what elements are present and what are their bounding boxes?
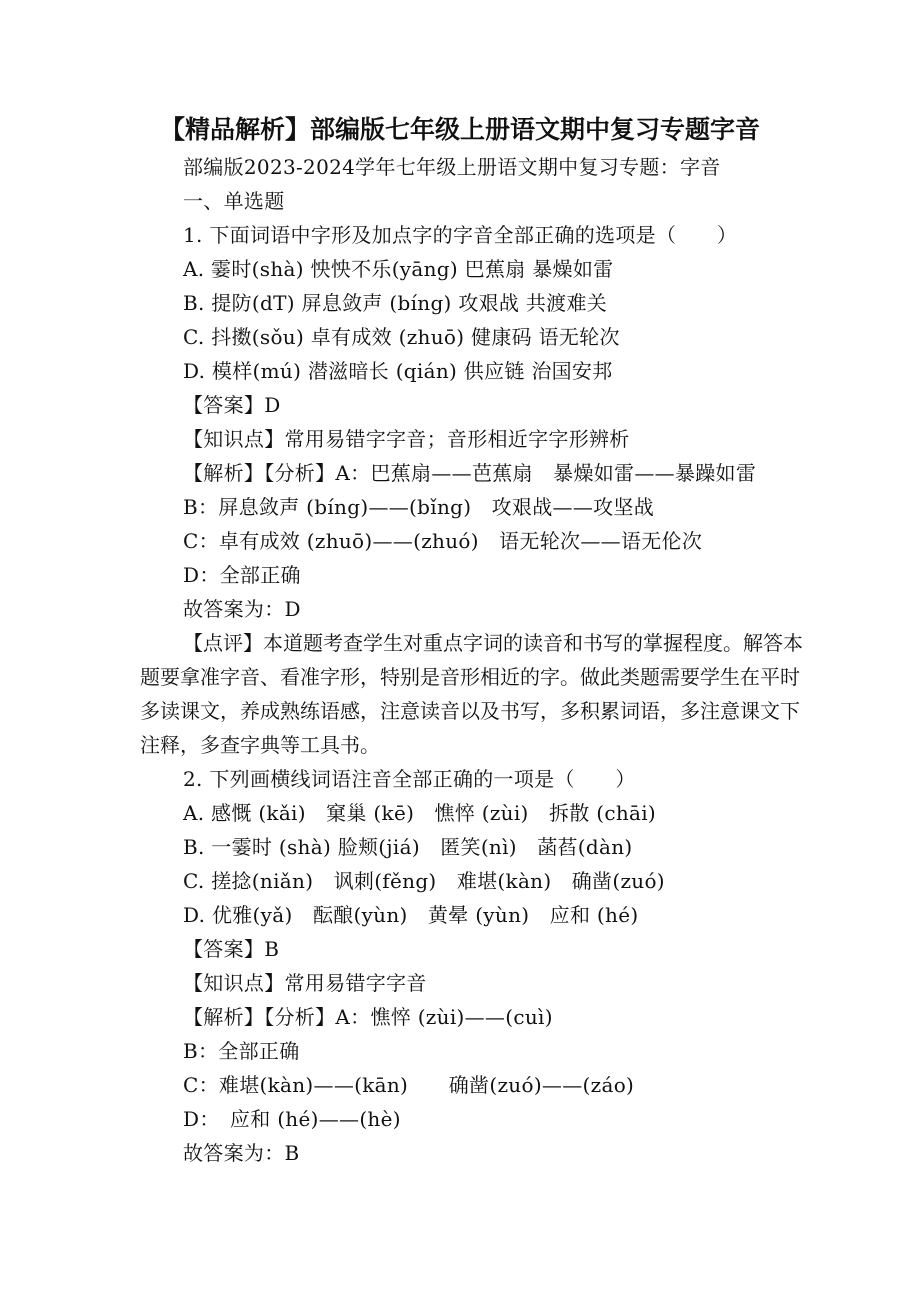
question-1-analysis-d: D：全部正确 xyxy=(183,563,301,587)
question-2-analysis-d: D： 应和 (hé)——(hè) xyxy=(183,1107,401,1131)
question-2-option-a: A. 感慨 (kǎi) 窠巢 (kē) 憔悴 (zùi) 拆散 (chāi) xyxy=(183,801,657,825)
question-2-knowledge: 【知识点】常用易错字字音 xyxy=(183,971,427,995)
question-1-answer: 【答案】D xyxy=(183,393,281,417)
document-title: 【精品解析】部编版七年级上册语文期中复习专题字音 xyxy=(159,115,760,144)
question-1-knowledge: 【知识点】常用易错字字音；音形相近字字形辨析 xyxy=(183,427,630,451)
question-1-comment-text: 【点评】本道题考查学生对重点字词的读音和书写的掌握程度。解答本题要拿准字音、看准字形，特别是音形相近的字。做此类题需要学生在平时多读课文，养成熟练语感，注意读音以及书写，多积累词语，多注意课文下注释，多查字典等工具书。 xyxy=(140,631,803,757)
question-2-option-c: C. 搓捻(niǎn) 讽刺(fěng) 难堪(kàn) 确凿(zuó) xyxy=(183,869,665,893)
section-heading: 一、单选题 xyxy=(183,189,285,213)
question-1-option-d: D. 模样(mú) 潜滋暗长 (qián) 供应链 治国安邦 xyxy=(183,359,613,383)
question-1-analysis-c: C：卓有成效 (zhuō)——(zhuó) 语无轮次——语无伦次 xyxy=(183,529,703,553)
question-2-option-d: D. 优雅(yǎ) 酝酿(yùn) 黄晕 (yùn) 应和 (hé) xyxy=(183,903,639,927)
question-2-analysis-a: 【解析】【分析】A：憔悴 (zùi)——(cuì) xyxy=(183,1005,553,1029)
document-subtitle: 部编版2023-2024学年七年级上册语文期中复习专题：字音 xyxy=(183,155,721,179)
question-2-analysis-b: B：全部正确 xyxy=(183,1039,300,1063)
question-1-analysis-b: B：屏息敛声 (bíng)——(bǐng) 攻艰战——攻坚战 xyxy=(183,495,655,519)
question-2-answer: 【答案】B xyxy=(183,937,280,961)
question-1-option-c: C. 抖擞(sǒu) 卓有成效 (zhuō) 健康码 语无轮次 xyxy=(183,325,620,349)
question-2-option-b: B. 一霎时 (shà) 脸颊(jiá) 匿笑(nì) 菡萏(dàn) xyxy=(183,835,633,859)
question-1-option-a: A. 霎时(shà) 怏怏不乐(yāng) 巴蕉扇 暴燥如雷 xyxy=(183,257,614,281)
question-2-stem: 2. 下列画横线词语注音全部正确的一项是（ ） xyxy=(183,767,636,791)
question-2-final-answer: 故答案为：B xyxy=(183,1141,300,1165)
question-2-analysis-c: C：难堪(kàn)——(kān) 确凿(zuó)——(záo) xyxy=(183,1073,635,1097)
question-1-analysis-a: 【解析】【分析】A：巴蕉扇——芭蕉扇 暴燥如雷——暴躁如雷 xyxy=(183,461,757,485)
question-1-final-answer: 故答案为：D xyxy=(183,597,301,621)
question-1-stem: 1. 下面词语中字形及加点字的字音全部正确的选项是（ ） xyxy=(183,223,738,247)
question-1-option-b: B. 提防(dT) 屏息敛声 (bíng) 攻艰战 共渡难关 xyxy=(183,291,608,315)
question-1-comment xyxy=(140,626,810,762)
